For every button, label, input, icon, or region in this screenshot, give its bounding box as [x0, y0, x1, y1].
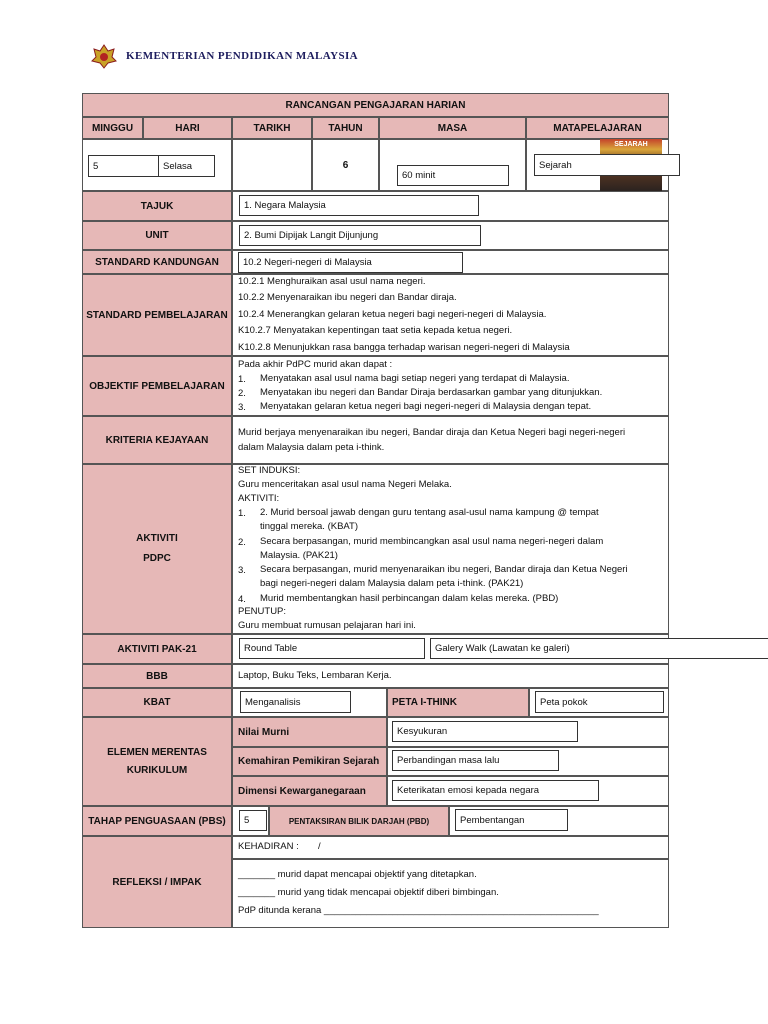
aktiviti-number: 3.	[238, 565, 246, 576]
label-nilai-murni: Nilai Murni	[232, 717, 387, 747]
sp-line: 10.2.4 Menerangkan gelaran ketua negeri bagi negeri-negeri di Malaysia.	[238, 309, 547, 320]
penutup-text: Guru membuat rumusan pelajaran hari ini.	[238, 620, 416, 631]
kriteria-cell	[232, 416, 669, 464]
aktiviti-item-line: 2. Murid bersoal jawab dengan guru tentang asal-usul nama kampung @ tempat	[260, 507, 599, 518]
label-pbd: PENTAKSIRAN BILIK DARJAH (PBD)	[269, 806, 449, 836]
kehadiran-label: KEHADIRAN :	[238, 841, 299, 852]
kriteria-line: Murid berjaya menyenaraikan ibu negeri, Bandar diraja dan Ketua Negeri bagi negeri-negeri	[238, 427, 626, 438]
objektif-item: Menyatakan gelaran ketua negeri bagi negeri-negeri di Malaysia dengan tepat.	[260, 401, 592, 412]
label-standard-kandungan: STANDARD KANDUNGAN	[82, 250, 232, 274]
sp-line: K10.2.8 Menunjukkan rasa bangga terhadap warisan negeri-negeri di Malaysia	[238, 342, 570, 353]
pbd-field[interactable]: Pembentangan	[455, 809, 568, 831]
tarikh-cell[interactable]	[232, 139, 312, 191]
plan-title: RANCANGAN PENGAJARAN HARIAN	[82, 93, 669, 117]
ministry-header	[90, 42, 358, 70]
aktiviti-item-line: Secara berpasangan, murid membincangkan asal usul nama negeri-negeri dalam	[260, 536, 604, 547]
label-aktiviti: AKTIVITI	[136, 532, 178, 544]
aktiviti-number: 4.	[238, 594, 246, 605]
label-peta-ithink: PETA I-THINK	[387, 688, 529, 717]
refleksi-line: _______ murid dapat mencapai objektif yang ditetapkan.	[238, 869, 477, 880]
label-pdpc: PDPC	[143, 552, 171, 564]
sp-line: 10.2.1 Menghuraikan asal usul nama negeri.	[238, 276, 426, 287]
hari-field[interactable]: Selasa	[158, 155, 215, 177]
aktiviti-item-line: Murid membentangkan hasil perbincangan dalam kelas mereka. (PBD)	[260, 593, 559, 604]
book-cover-title: SEJARAH	[614, 141, 648, 148]
objektif-number: 2.	[238, 388, 246, 399]
aktiviti-heading: AKTIVITI:	[238, 493, 280, 504]
kemahiran-field[interactable]: Perbandingan masa lalu	[392, 750, 559, 771]
set-induksi-text: Guru menceritakan asal usul nama Negeri Melaka.	[238, 479, 452, 490]
ministry-name: KEMENTERIAN PENDIDIKAN MALAYSIA	[126, 50, 359, 62]
col-minggu: MINGGU	[82, 117, 143, 139]
minggu-field[interactable]: 5	[88, 155, 160, 177]
label-aktiviti-pak21: AKTIVITI PAK-21	[82, 634, 232, 664]
label-kriteria: KRITERIA KEJAYAAN	[82, 416, 232, 464]
kriteria-line: dalam Malaysia dalam peta i-think.	[238, 442, 385, 453]
aktiviti-number: 2.	[238, 537, 246, 548]
pak21-field-a[interactable]: Round Table	[239, 638, 425, 659]
label-kbat: KBAT	[82, 688, 232, 717]
label-tahap-penguasaan: TAHAP PENGUASAAN (PBS)	[82, 806, 232, 836]
ministry-crest-icon	[90, 43, 118, 69]
objektif-number: 1.	[238, 374, 246, 385]
refleksi-line: PdP ditunda kerana ____________________________________________________	[238, 905, 599, 916]
nilai-murni-field[interactable]: Kesyukuran	[392, 721, 578, 742]
refleksi-line: _______ murid yang tidak mencapai objektif diberi bimbingan.	[238, 887, 499, 898]
objektif-item: Menyatakan ibu negeri dan Bandar Diraja berdasarkan gambar yang ditunjukkan.	[260, 387, 603, 398]
aktiviti-item-line: Secara berpasangan, murid menyenaraikan ibu negeri, Bandar diraja dan Ketua Negeri	[260, 564, 628, 575]
objektif-number: 3.	[238, 402, 246, 413]
pak21-field-b[interactable]: Galery Walk (Lawatan ke galeri)	[430, 638, 768, 659]
penutup-heading: PENUTUP:	[238, 606, 287, 617]
col-matapelajaran: MATAPELAJARAN	[526, 117, 669, 139]
label-tajuk: TAJUK	[82, 191, 232, 221]
label-elemen-line2: KURIKULUM	[126, 764, 188, 776]
label-dimensi-kewarganegaraan: Dimensi Kewarganegaraan	[232, 776, 387, 806]
label-objektif: OBJEKTIF PEMBELAJARAN	[82, 356, 232, 416]
sp-line: 10.2.2 Menyenaraikan ibu negeri dan Bandar diraja.	[238, 292, 457, 303]
label-unit: UNIT	[82, 221, 232, 250]
tahap-field[interactable]: 5	[239, 810, 267, 831]
peta-field[interactable]: Peta pokok	[535, 691, 664, 713]
col-tarikh: TARIKH	[232, 117, 312, 139]
aktiviti-item-line: tinggal mereka. (KBAT)	[260, 521, 359, 532]
masa-field[interactable]: 60 minit	[397, 165, 509, 186]
sp-line: K10.2.7 Menyatakan kepentingan taat setia kepada ketua negeri.	[238, 325, 513, 336]
col-tahun: TAHUN	[312, 117, 379, 139]
col-masa: MASA	[379, 117, 526, 139]
label-kemahiran-pemikiran-sejarah: Kemahiran Pemikiran Sejarah	[232, 747, 387, 776]
label-elemen-line1: ELEMEN MERENTAS	[107, 746, 207, 758]
aktiviti-number: 1.	[238, 508, 246, 519]
label-standard-pembelajaran: STANDARD PEMBELAJARAN	[82, 274, 232, 356]
set-induksi-heading: SET INDUKSI:	[238, 465, 301, 476]
objektif-intro: Pada akhir PdPC murid akan dapat :	[238, 359, 393, 370]
aktiviti-item-line: Malaysia. (PAK21)	[260, 550, 338, 561]
standard-kandungan-field[interactable]: 10.2 Negeri-negeri di Malaysia	[238, 252, 463, 273]
matapelajaran-field[interactable]: Sejarah	[534, 154, 680, 176]
col-hari: HARI	[143, 117, 232, 139]
kehadiran-slash: /	[318, 841, 321, 852]
label-aktiviti-cell	[82, 464, 232, 634]
kbat-field[interactable]: Menganalisis	[240, 691, 351, 713]
unit-field[interactable]: 2. Bumi Dipijak Langit Dijunjung	[239, 225, 481, 246]
objektif-item: Menyatakan asal usul nama bagi setiap negeri yang terdapat di Malaysia.	[260, 373, 570, 384]
label-refleksi: REFLEKSI / IMPAK	[82, 836, 232, 928]
bbb-value: Laptop, Buku Teks, Lembaran Kerja.	[238, 670, 392, 681]
dimensi-field[interactable]: Keterikatan emosi kepada negara	[392, 780, 599, 801]
tajuk-field[interactable]: 1. Negara Malaysia	[239, 195, 479, 216]
tahun-value: 6	[312, 139, 379, 191]
aktiviti-item-line: bagi negeri-negeri dalam Malaysia dalam peta i-think. (PAK21)	[260, 578, 524, 589]
label-bbb: BBB	[82, 664, 232, 688]
